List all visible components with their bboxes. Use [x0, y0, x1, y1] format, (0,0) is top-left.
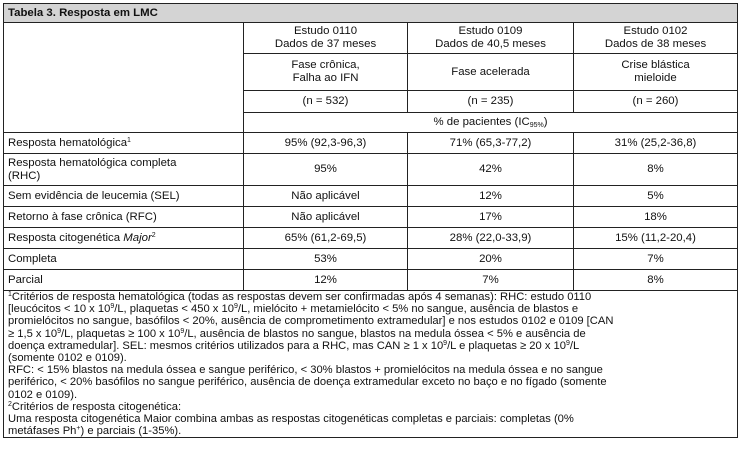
footnote-row: [4, 291, 738, 438]
footnote-line: promielócitos no sangue, basófilos < 20%, ausência de comprometimento extramedular] e nos estudos 0102 e 0109 [CAN: [8, 315, 614, 328]
row-label-text: Resposta hematológica: [8, 136, 128, 149]
row-label: [4, 154, 244, 186]
phase-0102: [574, 54, 738, 91]
footnote-line: (somente 0102 e 0109).: [8, 352, 127, 365]
value-cell: 31% (25,2-36,8): [574, 133, 738, 154]
study-duration: Dados de 38 meses: [604, 38, 707, 50]
percent-header: [244, 113, 738, 133]
footnote-line: [8, 425, 733, 437]
footnote-line: 0102 e 0109).: [8, 388, 78, 401]
superscript: +: [76, 425, 81, 433]
footnote-text: Critérios de resposta citogenética:: [11, 400, 182, 413]
footnote-text: doença extramedular]. SEL: mesmos critérios utilizados para a RHC, mas CAN ≥ 1 x 10: [8, 339, 444, 352]
phase-text: mieloide: [634, 72, 677, 84]
footnote-text: /L, mielócito + metamielócito < 5% no sangue, ausência de blastos e: [237, 303, 579, 316]
footnote-text: Critérios de resposta hematológica (todas as respostas devem ser confirmadas após 4 semanas): RHC: estudo 0110: [11, 291, 592, 303]
study-name: Estudo 0109: [458, 25, 523, 37]
row-label-text: (RHC): [8, 169, 41, 182]
footnote-text: [leucócitos < 10 x 10: [8, 303, 111, 316]
row-label-text: Resposta hematológica completa: [8, 156, 177, 169]
footnote-marker: 1: [127, 136, 131, 144]
footnote-line: [8, 401, 733, 413]
footnote-text: /L e plaquetas ≥ 20 x 10: [447, 339, 567, 352]
table-row: [4, 154, 738, 186]
value-cell: 28% (22,0-33,9): [408, 228, 574, 249]
table-row: [4, 270, 738, 291]
footnote-line: [8, 303, 733, 315]
phase-0110: [244, 54, 408, 91]
value-cell: 17%: [408, 207, 574, 228]
study-header-0109: [408, 23, 574, 54]
study-duration: Dados de 40,5 meses: [435, 38, 546, 50]
phase-text: Fase crônica,: [291, 59, 360, 71]
table-row: [4, 207, 738, 228]
value-cell: 12%: [244, 270, 408, 291]
value-cell: 42%: [408, 154, 574, 186]
table-row: [4, 186, 738, 207]
percent-header-close: ): [543, 116, 548, 128]
study-name: Estudo 0102: [623, 25, 688, 37]
document-page: [3, 3, 737, 438]
value-cell: 95% (92,3-96,3): [244, 133, 408, 154]
superscript: 9: [180, 327, 185, 335]
percent-header-text: % de pacientes (IC: [433, 116, 530, 128]
row-label: Sem evidência de leucemia (SEL): [4, 186, 244, 207]
row-label-italic: Major: [123, 231, 152, 244]
study-header-row: [4, 23, 738, 54]
phase-text: Crise blástica: [621, 59, 690, 71]
value-cell: 15% (11,2-20,4): [574, 228, 738, 249]
sample-size-0109: (n = 235): [408, 91, 574, 113]
footnote-text: /L, plaquetas < 450 x 10: [114, 303, 234, 316]
phase-text: Fase acelerada: [451, 65, 530, 78]
superscript: 9: [566, 339, 570, 347]
row-label: [4, 228, 244, 249]
row-label: [4, 133, 244, 154]
table-row: [4, 228, 738, 249]
footnote-text: /L, ausência de blastos no sangue, blastos na medula óssea < 5% e ausência de: [184, 327, 586, 340]
footnote-marker: 1: [8, 291, 12, 298]
table-row: [4, 133, 738, 154]
footnote-marker: 2: [8, 400, 12, 408]
footnote-line: [8, 328, 733, 340]
value-cell: 7%: [574, 249, 738, 270]
study-duration: Dados de 37 meses: [274, 38, 377, 50]
phase-text: Falha ao IFN: [292, 72, 359, 84]
footnote-text: /L, plaquetas ≥ 100 x 10: [60, 327, 181, 340]
response-table: [3, 3, 738, 438]
footnote-marker: 2: [151, 231, 156, 239]
row-label: Completa: [4, 249, 244, 270]
study-header-0102: [574, 23, 738, 54]
title-row: [4, 4, 738, 23]
footnote-text: /L: [569, 339, 580, 352]
footnote-line: Uma resposta citogenética Maior combina ambas as respostas citogenéticas completas e parciais: completas (0%: [8, 413, 574, 426]
study-name: Estudo 0110: [293, 25, 358, 37]
superscript: 9: [110, 303, 115, 311]
value-cell: 65% (61,2-69,5): [244, 228, 408, 249]
footnote-line: RFC: < 15% blastos na medula óssea e sangue periférico, < 30% blastos + promielócitos na medula óssea e no sangue: [8, 364, 603, 377]
footnote-text: ≥ 1,5 x 10: [8, 327, 58, 340]
superscript: 9: [443, 339, 448, 347]
footnote-line: periférico, < 20% basófilos no sangue periférico, ausência de doença extramedular exceto no baço e no fígado (somente: [8, 376, 607, 389]
empty-corner-cell: [4, 23, 244, 133]
table-title: Tabela 3. Resposta em LMC: [4, 4, 738, 23]
footnotes: [4, 291, 738, 438]
value-cell: 7%: [408, 270, 574, 291]
superscript: 9: [233, 303, 238, 311]
value-cell: 8%: [574, 270, 738, 291]
value-cell: 71% (65,3-77,2): [408, 133, 574, 154]
value-cell: 95%: [244, 154, 408, 186]
value-cell: 8%: [574, 154, 738, 186]
value-cell: 5%: [574, 186, 738, 207]
superscript: 9: [57, 327, 61, 335]
row-label: Parcial: [4, 270, 244, 291]
row-label-text: Resposta citogenética: [8, 231, 124, 244]
value-cell: Não aplicável: [244, 186, 408, 207]
footnote-line: [8, 291, 733, 303]
sample-size-0102: (n = 260): [574, 91, 738, 113]
footnote-text: metáfases Ph: [8, 425, 77, 438]
value-cell: 18%: [574, 207, 738, 228]
value-cell: 20%: [408, 249, 574, 270]
value-cell: 53%: [244, 249, 408, 270]
footnote-line: [8, 340, 733, 352]
table-row: [4, 249, 738, 270]
phase-0109: [408, 54, 574, 91]
sample-size-0110: (n = 532): [244, 91, 408, 113]
study-header-0110: [244, 23, 408, 54]
row-label: Retorno à fase crônica (RFC): [4, 207, 244, 228]
value-cell: 12%: [408, 186, 574, 207]
value-cell: Não aplicável: [244, 207, 408, 228]
ci-subscript: 95%: [529, 122, 544, 129]
footnote-text: ) e parciais (1-35%).: [80, 425, 182, 438]
